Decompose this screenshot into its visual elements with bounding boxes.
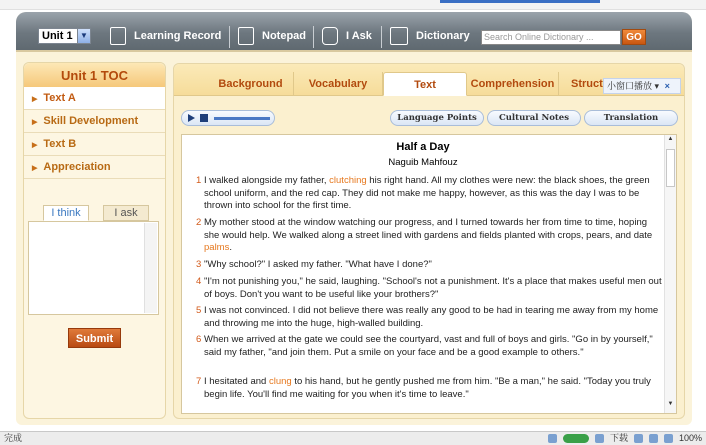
unit-select[interactable] (38, 28, 91, 44)
scroll-thumb[interactable] (666, 149, 675, 187)
scroll-down-icon[interactable]: ▼ (667, 401, 674, 407)
tab-i-ask[interactable]: I ask (103, 205, 149, 221)
toc-item-text-a[interactable]: ▶ Text A (24, 87, 165, 110)
go-button[interactable]: GO (622, 29, 646, 45)
vocab-highlight[interactable]: clutching (329, 175, 367, 186)
dropdown-icon[interactable]: ▾ (654, 81, 660, 91)
think-ask-tabs (38, 205, 166, 221)
translation-button[interactable]: Translation (584, 110, 678, 126)
tab-bar (174, 64, 684, 96)
submit-button[interactable]: Submit (68, 328, 121, 348)
notepad-icon (238, 27, 254, 45)
text-title: Half a Day (396, 141, 450, 153)
app-frame (16, 12, 692, 425)
divider (229, 26, 230, 48)
toc-item-text-b[interactable]: ▶ Text B (24, 133, 165, 156)
chevron-down-icon[interactable]: ▼ (77, 29, 90, 43)
triangle-right-icon: ▶ (32, 142, 38, 149)
notepad-button[interactable] (238, 25, 306, 47)
network-icon[interactable] (595, 434, 604, 443)
tab-vocabulary[interactable]: Vocabulary (294, 72, 383, 96)
paragraph: 7 I hesitated and clung to his hand, but he gently pushed me from him. "Be a man," he said. "Today you truly begin life. You'll find me waiting for you when it's time to leave." (196, 376, 651, 400)
paragraph: 1 I walked alongside my father, clutching his right hand. All my clothes were new: the black shoes, the green school uniform, and the red cap. They did not make me happy, however, as this was the day I was to be thrown into school for the first time. (196, 175, 650, 211)
paragraph: 6 When we arrived at the gate we could see the courtyard, vast and full of boys and girls. "Go in by yourself," said my father, "and join them. Put a smile on your face and be a good example to others." (196, 334, 653, 358)
i-ask-label: I Ask (346, 30, 372, 42)
text-author: Naguib Mahfouz (388, 157, 458, 168)
vocab-highlight[interactable]: palms (204, 242, 230, 253)
open-book-icon (390, 27, 408, 45)
paragraph: 2 My mother stood at the window watching our progress, and I turned towards her from time to time, hoping she would help. We walked along a street lined with gardens and fields planted with crops, pears, and date palms. (196, 217, 653, 253)
controls-row (174, 110, 684, 130)
download-label[interactable]: 下载 (609, 433, 628, 443)
paragraph-number: 6 (196, 334, 202, 345)
status-tray (548, 432, 702, 445)
sidebar (23, 62, 166, 419)
audio-player[interactable] (181, 110, 275, 126)
learning-record-label: Learning Record (134, 30, 222, 42)
tab-comprehension[interactable]: Comprehension (467, 72, 559, 96)
dictionary-label: Dictionary (416, 30, 470, 42)
globe-icon[interactable] (548, 434, 557, 443)
small-window-play-tag[interactable] (603, 78, 681, 94)
divider (381, 26, 382, 48)
tab-text[interactable]: Text (383, 72, 467, 96)
top-toolbar (16, 12, 692, 52)
scroll-up-icon[interactable]: ▲ (667, 136, 674, 142)
paragraph-number: 3 (196, 259, 202, 270)
tab-structure[interactable]: Struct (571, 78, 603, 90)
paragraph-number: 5 (196, 305, 202, 316)
language-points-button[interactable]: Language Points (390, 110, 484, 126)
divider (313, 26, 314, 48)
toc-title: Unit 1 TOC (24, 63, 165, 87)
notebook-pen-icon (110, 27, 126, 45)
notepad-label: Notepad (262, 30, 306, 42)
paragraph-number: 7 (196, 376, 202, 387)
learning-record-button[interactable] (110, 25, 221, 47)
close-icon[interactable]: × (664, 81, 670, 91)
textarea-scrollbar[interactable] (144, 223, 157, 313)
speaker-icon[interactable] (664, 434, 673, 443)
small-window-label: 小窗口播放 (607, 81, 653, 91)
window-icon[interactable] (634, 434, 643, 443)
paragraph: 4 "I'm not punishing you," he said, laughing. "School's not a punishment. It's a place that makes useful men out of boys. Don't you want to be useful like your brothers?" (196, 276, 662, 300)
status-text: 完成 (4, 433, 23, 443)
paragraph: 3 "Why school?" I asked my father. "What have I done?" (196, 259, 432, 270)
paragraph-number: 1 (196, 175, 202, 186)
status-bar (0, 431, 706, 445)
toc-item-appreciation[interactable]: ▶ Appreciation (24, 156, 165, 179)
audio-progress-track[interactable] (214, 117, 270, 120)
tab-i-think[interactable]: I think (43, 205, 89, 221)
triangle-right-icon: ▶ (32, 96, 38, 103)
toc-item-skill-development[interactable]: ▶ Skill Development (24, 110, 165, 133)
question-bubble-icon (322, 27, 338, 45)
paragraph-number: 2 (196, 217, 202, 228)
paragraph: 5 I was not convinced. I did not believe there was really any good to be had in tearing me away from my home and throwing me into the huge, high-walled building. (196, 305, 659, 329)
cultural-notes-button[interactable]: Cultural Notes (487, 110, 581, 126)
browser-top-strip (0, 0, 706, 10)
vocab-highlight[interactable]: clung (268, 376, 292, 387)
unit-select-value: Unit 1 (42, 30, 73, 42)
image-icon[interactable] (649, 434, 658, 443)
triangle-right-icon: ▶ (32, 165, 38, 172)
think-textarea[interactable] (28, 221, 159, 315)
reader-scrollbar[interactable] (664, 135, 676, 413)
triangle-right-icon: ▶ (32, 119, 38, 126)
text-reader (181, 134, 677, 414)
zoom-level[interactable]: 100% (678, 433, 702, 443)
search-input[interactable]: Search Online Dictionary ... (481, 30, 621, 45)
tab-background[interactable]: Background (208, 72, 294, 96)
stop-icon[interactable] (200, 114, 208, 122)
toggle-icon[interactable] (563, 434, 589, 443)
play-icon[interactable] (188, 114, 195, 122)
i-ask-button[interactable] (322, 25, 372, 47)
paragraph-number: 4 (196, 276, 202, 287)
content-panel (173, 63, 685, 419)
dictionary-button[interactable] (390, 25, 470, 47)
